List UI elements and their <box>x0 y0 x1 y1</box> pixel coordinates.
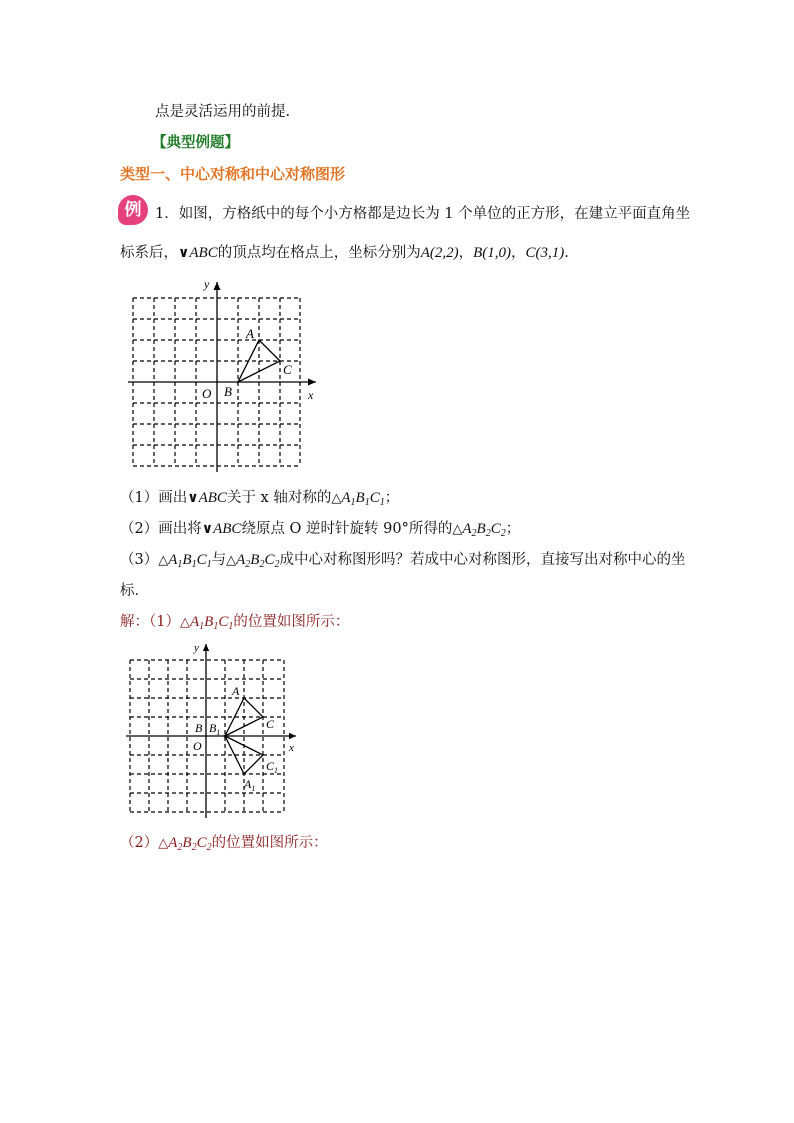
fig1-label-a: A <box>246 326 254 341</box>
q2-text-d: ； <box>505 521 521 537</box>
coord-b: B(1,0) <box>473 245 512 261</box>
sol2-triangle-a2b2c2: $\triangle A_2B_2C_2$ <box>158 835 212 853</box>
triangle-abc: ABC <box>189 245 218 261</box>
triangle-symbol-icon: ∨ <box>178 245 190 261</box>
problem-end: . <box>564 245 569 261</box>
fig1-label-b: B <box>224 384 232 399</box>
q3-text-c: 成中心对称图形吗？若成中心对称图形，直接写出对称中心的坐 <box>279 552 686 568</box>
fig1-label-c: C <box>283 362 292 377</box>
triangle-icon: △ <box>179 615 190 630</box>
solution-part-1 <box>120 612 349 637</box>
q3-text-b: 与 <box>211 552 227 568</box>
triangle-icon: △ <box>158 836 169 851</box>
type-heading: 类型一、中心对称和中心对称图形 <box>120 165 346 183</box>
fig2-label-b: B <box>195 721 203 735</box>
fig2-label-x: x <box>289 742 294 754</box>
fig1-label-y: y <box>204 277 210 291</box>
q1-abc: ABC <box>198 490 227 506</box>
problem-line-2 <box>120 243 569 263</box>
fig2-label-c: C <box>266 717 275 731</box>
q1-triangle-a1b1c1: $\triangle A_1B_1C_1$ <box>331 490 385 508</box>
problem-line-1: 1．如图，方格纸中的每个小方格都是边长为 1 个单位的正方形，在建立平面直角坐 <box>155 206 691 222</box>
coord-a: A(2,2) <box>420 245 459 261</box>
fig2-label-a: A <box>232 684 240 698</box>
problem-text-a: 标系后， <box>120 245 178 261</box>
sol1-triangle-a1b1c1: $\triangle A_1B_1C_1$ <box>179 614 234 632</box>
solution-1-a: （1） <box>149 614 180 630</box>
coord-c: C(3,1) <box>525 245 565 261</box>
question-3-line-2: 标． <box>120 583 149 599</box>
triangle-icon: △ <box>331 491 342 506</box>
figure-2-grid <box>126 640 306 818</box>
q2-triangle-a2b2c2: $\triangle A_2B_2C_2$ <box>452 521 506 539</box>
question-1 <box>120 488 399 513</box>
solution-2-a: （2） <box>120 835 159 851</box>
q3-text-a: （3） <box>120 552 159 568</box>
sep-2: ， <box>511 245 526 261</box>
question-3-line-1 <box>120 550 685 575</box>
q2-text-a: （2）画出将 <box>120 521 202 537</box>
example-badge-icon: 例 <box>118 195 148 225</box>
q3-triangle-a2b2c2: $\triangle A_2B_2C_2$ <box>226 552 280 570</box>
q1-text-c: 关于 x 轴对称的 <box>226 490 332 506</box>
solution-2-b: 的位置如图所示： <box>211 835 328 851</box>
triangle-icon: △ <box>226 553 237 568</box>
triangle-icon: △ <box>452 522 463 537</box>
fig2-label-c1: $C_1$ <box>266 759 279 775</box>
triangle-icon: △ <box>158 553 169 568</box>
q3-triangle-a1b1c1: $\triangle A_1B_1C_1$ <box>158 552 212 570</box>
q2-abc: ABC <box>213 521 242 537</box>
fig1-label-o: O <box>202 386 212 401</box>
solution-label: 解： <box>120 614 149 630</box>
fig2-label-o: O <box>193 739 202 753</box>
q2-text-c: 绕原点 O 逆时针旋转 90°所得的 <box>241 521 453 537</box>
problem-text-c: 的顶点均在格点上，坐标分别为 <box>217 245 421 261</box>
solution-1-b: 的位置如图所示： <box>233 614 350 630</box>
q1-text-d: ； <box>384 490 400 506</box>
figure-1-grid <box>128 276 328 472</box>
fig2-label-y: y <box>194 642 199 654</box>
section-label: 【典型例题】 <box>152 135 239 151</box>
fig1-label-x: x <box>308 388 314 402</box>
fig2-label-a1: $A_1$ <box>244 777 256 793</box>
q1-text-a: （1）画出 <box>120 490 188 506</box>
intro-tail: 点是灵活运用的前提. <box>155 104 291 120</box>
question-2 <box>120 519 520 544</box>
triangle-symbol-icon: ∨ <box>187 490 199 506</box>
solution-part-2 <box>120 833 328 858</box>
fig2-label-b1: $B_1$ <box>209 721 221 737</box>
triangle-symbol-icon: ∨ <box>201 521 214 537</box>
sep-1: ， <box>458 245 474 261</box>
